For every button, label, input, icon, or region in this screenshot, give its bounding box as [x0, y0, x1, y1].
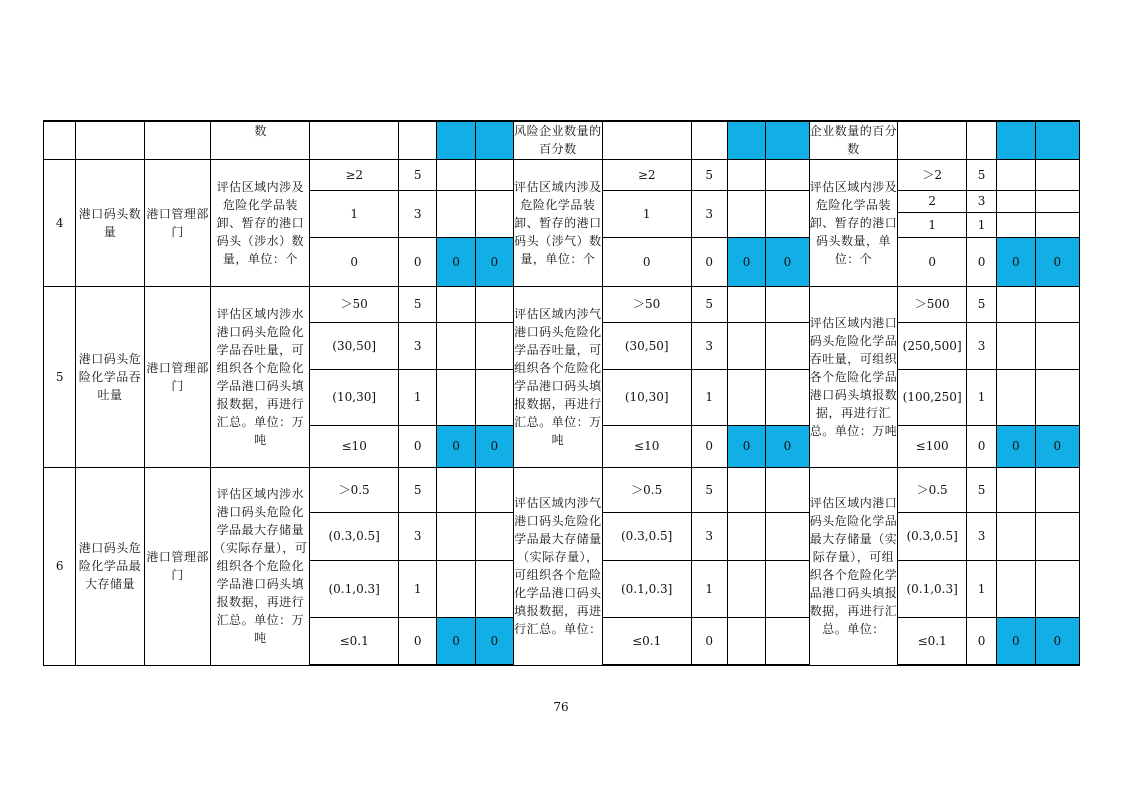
cell [727, 467, 765, 512]
highlight-cell: 0 [727, 237, 765, 286]
page-number: 76 [553, 700, 569, 714]
department: 港口管理部门 [144, 159, 211, 286]
cell [727, 322, 765, 369]
highlight-cell: 0 [1035, 237, 1079, 286]
range-cell: (0.1,0.3] [898, 560, 967, 617]
description-air: 评估区域内涉气港口码头危险化学品最大存储量（实际存量），可组织各个危险化学品港口码头填报数据，再进行汇总。单位： [514, 467, 603, 665]
range-cell: ＞500 [898, 286, 967, 322]
cell [144, 121, 211, 159]
highlight-cell: 0 [997, 425, 1035, 467]
indicator-name: 港口码头数量 [76, 159, 145, 286]
range-cell: (10,30] [602, 369, 691, 425]
continuation-text-1: 数 [211, 121, 310, 159]
cell [766, 286, 809, 322]
range-cell: ≤0.1 [602, 617, 691, 665]
highlight-cell: 0 [1035, 425, 1079, 467]
cell [437, 322, 475, 369]
cell [997, 190, 1035, 212]
cell [997, 159, 1035, 190]
table-row [44, 159, 1080, 190]
cell [1035, 159, 1079, 190]
range-cell: (250,500] [898, 322, 967, 369]
score-cell: 0 [399, 617, 437, 665]
cell [1035, 512, 1079, 560]
table-row [44, 467, 1080, 512]
cell [1035, 369, 1079, 425]
description-air: 评估区域内涉及危险化学品装卸、暂存的港口码头（涉气）数量，单位：个 [514, 159, 603, 286]
range-cell: 2 [898, 190, 967, 212]
cell [966, 121, 996, 159]
continuation-text-3: 企业数量的百分数 [809, 121, 898, 159]
cell [475, 467, 513, 512]
highlight-cell [475, 121, 513, 159]
cell [997, 322, 1035, 369]
cell [766, 560, 809, 617]
cell [766, 617, 809, 665]
score-cell: 3 [966, 190, 996, 212]
highlight-cell: 0 [766, 425, 809, 467]
cell [997, 467, 1035, 512]
row-number: 6 [44, 467, 76, 665]
cell [437, 369, 475, 425]
range-cell: 0 [310, 237, 399, 286]
range-cell: 1 [602, 190, 691, 237]
cell [437, 467, 475, 512]
highlight-cell [437, 121, 475, 159]
range-cell: ＞0.5 [602, 467, 691, 512]
highlight-cell [1035, 121, 1079, 159]
cell [727, 159, 765, 190]
range-cell: 0 [898, 237, 967, 286]
cell [602, 121, 691, 159]
range-cell: ＞2 [898, 159, 967, 190]
assessment-table [43, 120, 1080, 666]
cell [766, 322, 809, 369]
score-cell: 5 [966, 159, 996, 190]
score-cell: 1 [966, 560, 996, 617]
score-cell: 5 [966, 467, 996, 512]
range-cell: (0.3,0.5] [898, 512, 967, 560]
range-cell: ≥2 [602, 159, 691, 190]
score-cell: 0 [691, 617, 727, 665]
score-cell: 1 [399, 560, 437, 617]
cell [997, 369, 1035, 425]
cell [1035, 286, 1079, 322]
range-cell: ≤100 [898, 425, 967, 467]
cell [475, 369, 513, 425]
cell [399, 121, 437, 159]
cell [475, 512, 513, 560]
department: 港口管理部门 [144, 286, 211, 467]
table-row [44, 286, 1080, 322]
cell [1035, 322, 1079, 369]
highlight-cell: 0 [1035, 617, 1079, 665]
row-number: 5 [44, 286, 76, 467]
description-total: 评估区域内港口码头危险化学品吞吐量，可组织各个危险化学品港口码头填报数据，再进行汇总。单位：万吨 [809, 286, 898, 467]
score-cell: 1 [399, 369, 437, 425]
score-cell: 3 [691, 512, 727, 560]
cell [727, 560, 765, 617]
highlight-cell: 0 [437, 237, 475, 286]
indicator-name: 港口码头危险化学品最大存储量 [76, 467, 145, 665]
cell [475, 286, 513, 322]
range-cell: ≤0.1 [898, 617, 967, 665]
score-cell: 5 [966, 286, 996, 322]
range-cell: (30,50] [310, 322, 399, 369]
highlight-cell [766, 121, 809, 159]
cell [475, 560, 513, 617]
range-cell: ≤10 [310, 425, 399, 467]
cell [44, 121, 76, 159]
cell [437, 560, 475, 617]
range-cell: (100,250] [898, 369, 967, 425]
cell [1035, 467, 1079, 512]
cell [475, 322, 513, 369]
cell [475, 159, 513, 190]
range-cell: (0.3,0.5] [310, 512, 399, 560]
cell [437, 159, 475, 190]
cell [997, 212, 1035, 237]
range-cell: ≤10 [602, 425, 691, 467]
continuation-row [44, 121, 1080, 159]
description-total: 评估区域内港口码头危险化学品最大存储量（实际存量），可组织各个危险化学品港口码头填报数据，再进行汇总。单位： [809, 467, 898, 665]
score-cell: 1 [691, 369, 727, 425]
cell [997, 512, 1035, 560]
score-cell: 0 [691, 425, 727, 467]
highlight-cell: 0 [437, 617, 475, 665]
score-cell: 0 [399, 425, 437, 467]
range-cell: 1 [898, 212, 967, 237]
score-cell: 3 [399, 190, 437, 237]
score-cell: 5 [399, 159, 437, 190]
description-air: 评估区域内涉气港口码头危险化学品吞吐量，可组织各个危险化学品港口码头填报数据，再进行汇总。单位：万吨 [514, 286, 603, 467]
description-total: 评估区域内涉及危险化学品装卸、暂存的港口码头数量，单位：个 [809, 159, 898, 286]
range-cell: (0.1,0.3] [602, 560, 691, 617]
highlight-cell: 0 [475, 237, 513, 286]
range-cell: (30,50] [602, 322, 691, 369]
range-cell: ＞0.5 [310, 467, 399, 512]
cell [766, 190, 809, 237]
cell [997, 286, 1035, 322]
cell [766, 159, 809, 190]
cell [1035, 212, 1079, 237]
row-number: 4 [44, 159, 76, 286]
highlight-cell: 0 [475, 617, 513, 665]
cell [766, 467, 809, 512]
score-cell: 5 [691, 159, 727, 190]
score-cell: 0 [966, 425, 996, 467]
cell [766, 369, 809, 425]
range-cell: (10,30] [310, 369, 399, 425]
cell [475, 190, 513, 237]
range-cell: ＞50 [602, 286, 691, 322]
score-cell: 5 [691, 286, 727, 322]
range-cell: (0.3,0.5] [602, 512, 691, 560]
range-cell: 0 [602, 237, 691, 286]
cell [727, 369, 765, 425]
cell [310, 121, 399, 159]
cell [76, 121, 145, 159]
cell [691, 121, 727, 159]
score-cell: 5 [399, 467, 437, 512]
cell [727, 512, 765, 560]
highlight-cell: 0 [475, 425, 513, 467]
highlight-cell: 0 [997, 237, 1035, 286]
highlight-cell: 0 [437, 425, 475, 467]
continuation-text-2: 风险企业数量的百分数 [514, 121, 603, 159]
score-cell: 0 [966, 617, 996, 665]
range-cell: ＞0.5 [898, 467, 967, 512]
highlight-cell [727, 121, 765, 159]
indicator-name: 港口码头危险化学品吞吐量 [76, 286, 145, 467]
department: 港口管理部门 [144, 467, 211, 665]
description-water: 评估区域内涉水港口码头危险化学品吞吐量，可组织各个危险化学品港口码头填报数据，再进行汇总。单位：万吨 [211, 286, 310, 467]
highlight-cell: 0 [727, 425, 765, 467]
description-water: 评估区域内涉水港口码头危险化学品最大存储量（实际存量），可组织各个危险化学品港口码头填报数据，再进行汇总。单位：万吨 [211, 467, 310, 665]
score-cell: 1 [691, 560, 727, 617]
score-cell: 3 [966, 512, 996, 560]
cell [1035, 560, 1079, 617]
highlight-cell [997, 121, 1035, 159]
score-cell: 3 [399, 322, 437, 369]
cell [727, 286, 765, 322]
score-cell: 1 [966, 369, 996, 425]
score-cell: 5 [399, 286, 437, 322]
score-cell: 3 [691, 322, 727, 369]
cell [437, 512, 475, 560]
score-cell: 3 [399, 512, 437, 560]
cell [898, 121, 967, 159]
range-cell: (0.1,0.3] [310, 560, 399, 617]
highlight-cell: 0 [766, 237, 809, 286]
cell [766, 512, 809, 560]
cell [727, 617, 765, 665]
highlight-cell: 0 [997, 617, 1035, 665]
cell [727, 190, 765, 237]
cell [997, 560, 1035, 617]
cell [437, 286, 475, 322]
score-cell: 3 [966, 322, 996, 369]
cell [437, 190, 475, 237]
score-cell: 0 [691, 237, 727, 286]
score-cell: 0 [399, 237, 437, 286]
range-cell: 1 [310, 190, 399, 237]
score-cell: 1 [966, 212, 996, 237]
range-cell: ≤0.1 [310, 617, 399, 665]
cell [1035, 190, 1079, 212]
score-cell: 3 [691, 190, 727, 237]
score-cell: 0 [966, 237, 996, 286]
range-cell: ＞50 [310, 286, 399, 322]
description-water: 评估区域内涉及危险化学品装卸、暂存的港口码头（涉水）数量，单位：个 [211, 159, 310, 286]
range-cell: ≥2 [310, 159, 399, 190]
score-cell: 5 [691, 467, 727, 512]
